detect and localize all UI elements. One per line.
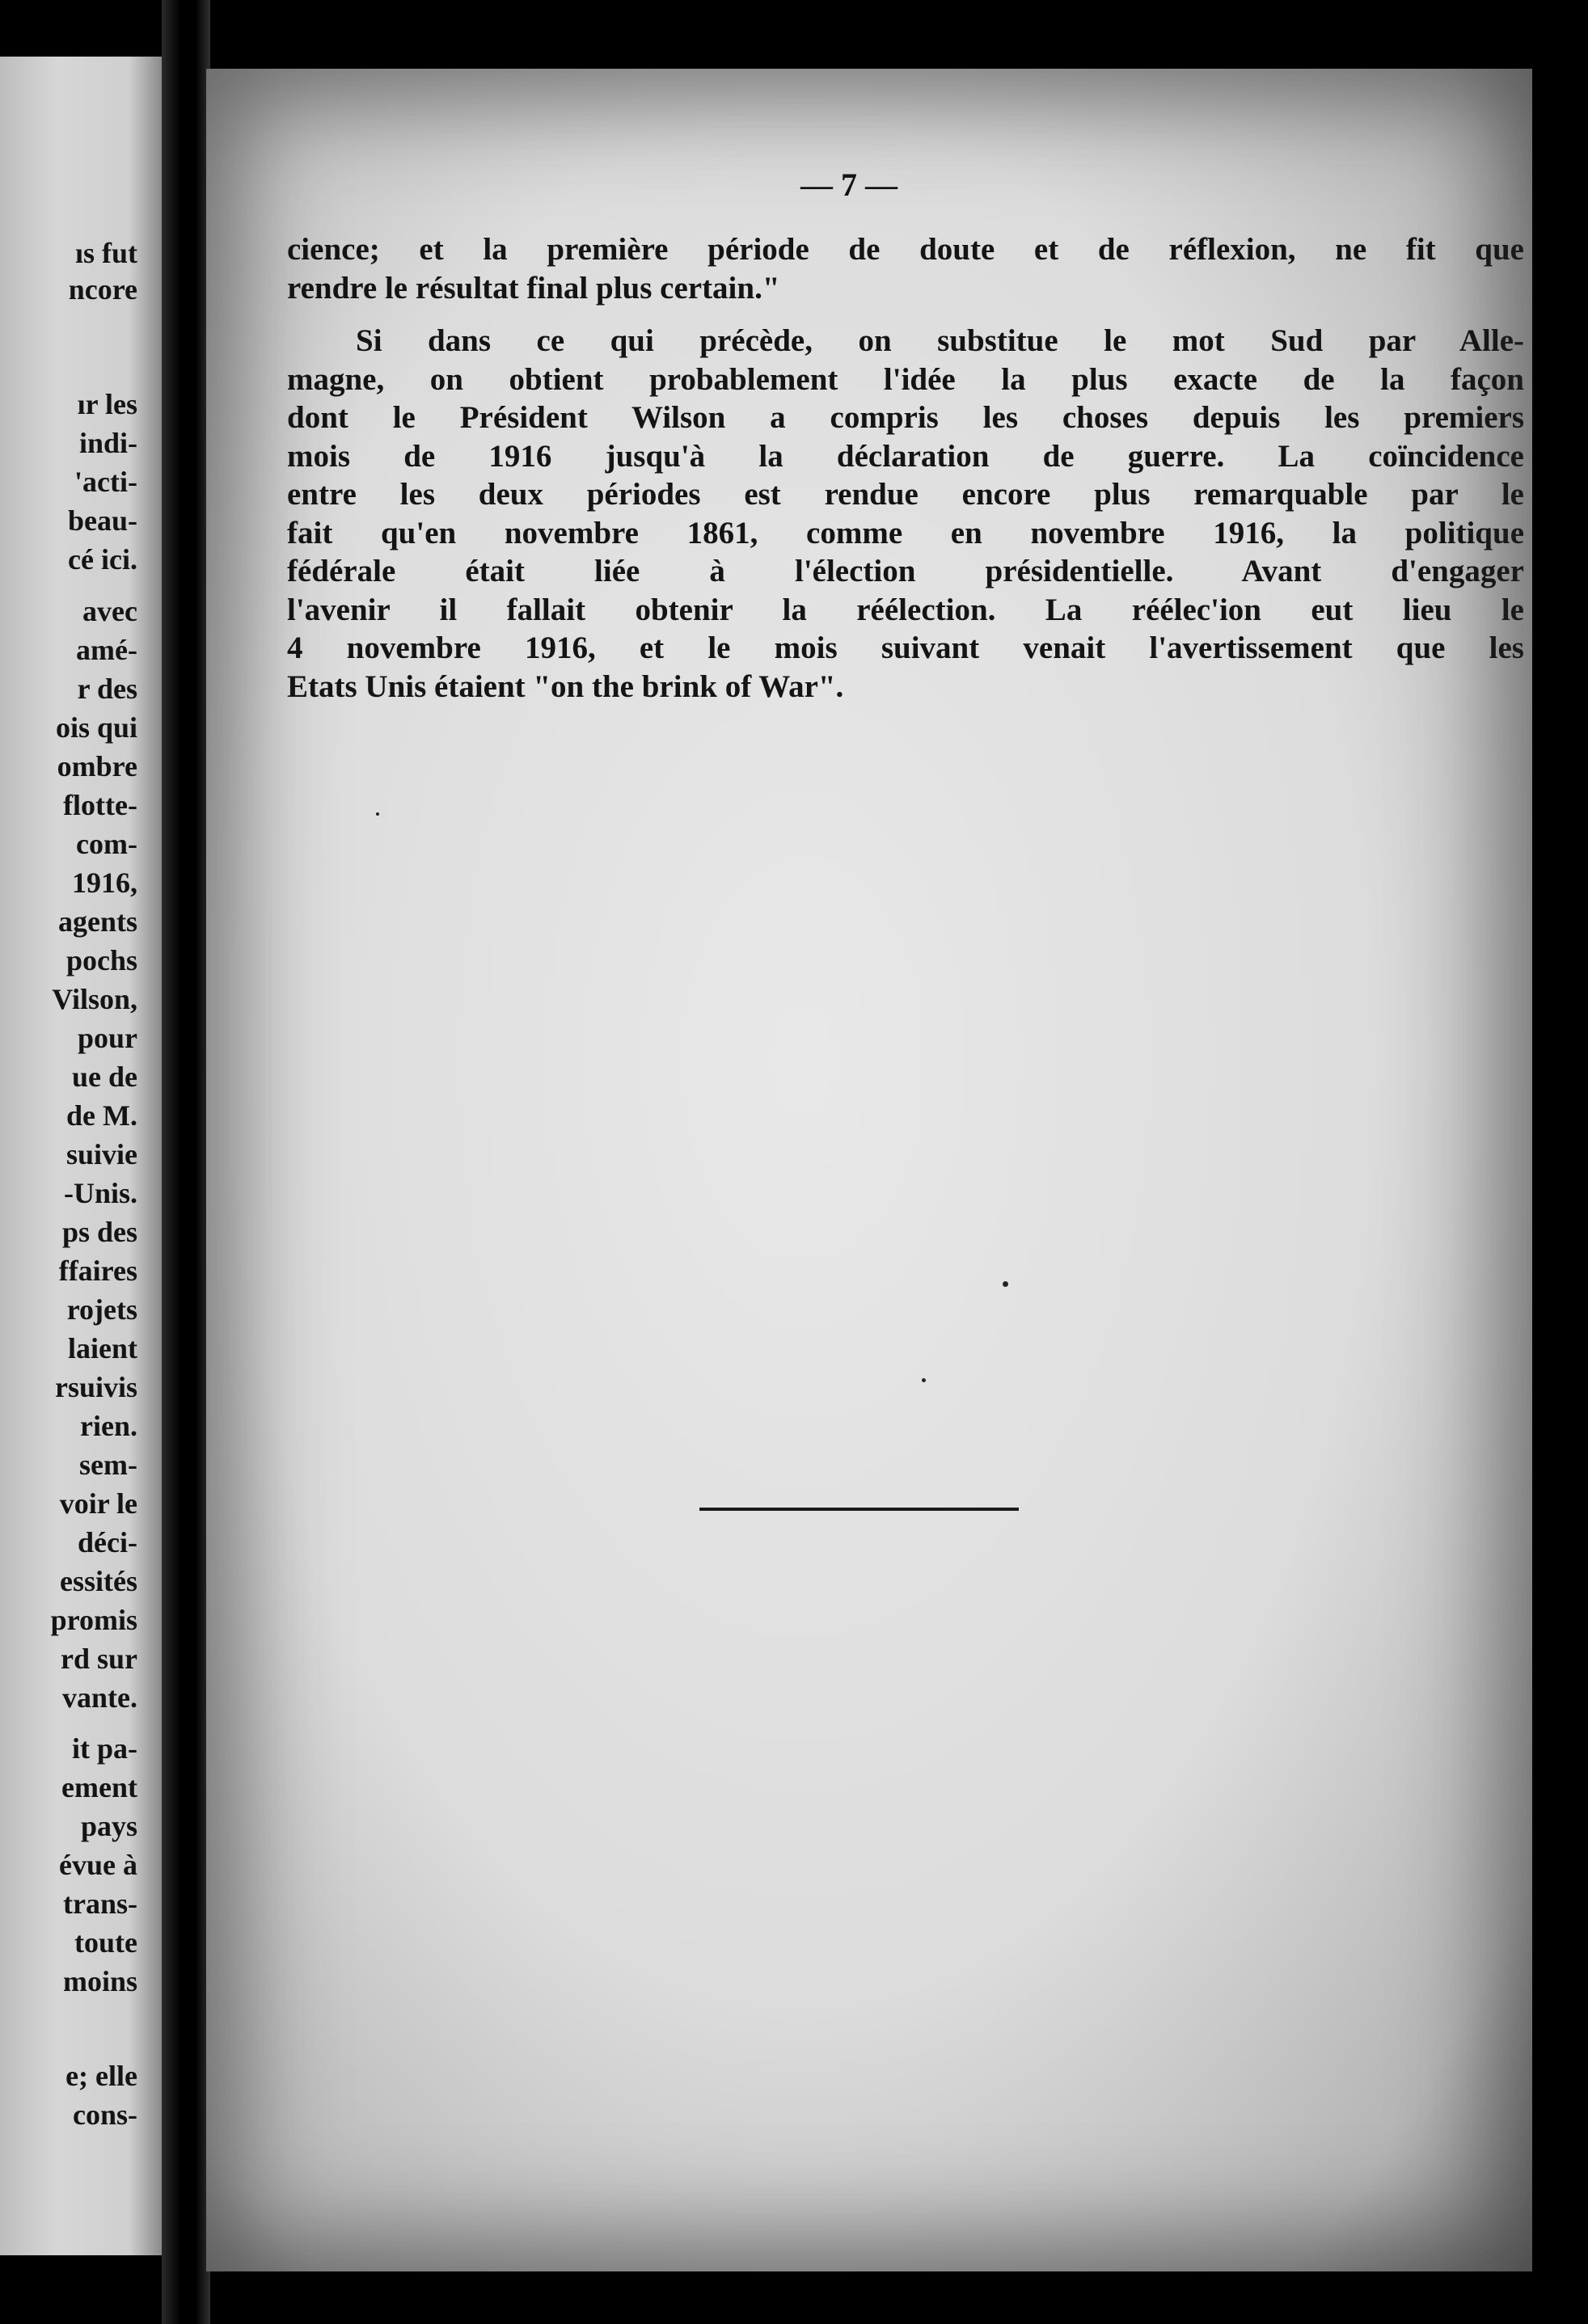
left-text-line: rojets [66, 1293, 137, 1326]
binding-gutter [162, 0, 210, 2324]
left-text-line: ue de [72, 1061, 137, 1093]
left-text-line: moins [62, 1965, 137, 1997]
left-text-line: amé- [76, 634, 137, 666]
left-text-line: 'acti- [74, 466, 137, 498]
previous-page-strip [0, 57, 162, 2255]
text-line: l'avenir il fallait obtenir la réélection. La réélec'ion eut lieu le [287, 592, 1524, 627]
text-line: Etats Unis étaient "on the brink of War". [287, 669, 844, 704]
left-text-line: ombre [57, 750, 137, 782]
left-text-line: toute [74, 1926, 137, 1959]
left-text-line: 1916, [72, 867, 137, 899]
section-end-rule [699, 1508, 1019, 1511]
left-text-line: com- [76, 828, 137, 860]
paragraph-1 [287, 230, 1524, 307]
left-text-line: pour [77, 1022, 137, 1054]
left-text-line: it pa- [72, 1732, 137, 1765]
left-text-line: ois qui [55, 711, 137, 744]
left-text-line: rien. [80, 1410, 137, 1442]
text-line: entre les deux périodes est rendue encore plus remarquable par le [287, 477, 1524, 512]
left-text-line: évue à [59, 1849, 137, 1881]
left-text-line: -Unis. [63, 1177, 137, 1209]
left-text-line: essités [60, 1565, 137, 1597]
page-number: — 7 — [800, 167, 897, 203]
left-text-line: indi- [78, 427, 137, 459]
body-text [287, 230, 1524, 706]
left-text-line: ps des [61, 1216, 137, 1248]
left-text-line: sem- [79, 1449, 137, 1481]
left-text-line: laient [68, 1332, 137, 1364]
text-line: 4 novembre 1916, et le mois suivant venait l'avertissement que les [287, 631, 1524, 665]
left-text-line: promis [50, 1604, 137, 1636]
left-text-line: vante. [62, 1681, 137, 1714]
left-text-line: voir le [59, 1487, 137, 1520]
text-line: fait qu'en novembre 1861, comme en novembre 1916, la politique [287, 515, 1524, 550]
document-page [206, 69, 1532, 2271]
left-text-line: flotte- [63, 789, 137, 821]
left-text-line: pays [80, 1810, 137, 1842]
left-text-line: e; elle [65, 2060, 137, 2092]
paragraph-2 [287, 322, 1524, 706]
left-text-line: cé ici. [68, 543, 137, 576]
text-line: dont le Président Wilson a compris les choses depuis les premiers [287, 400, 1524, 435]
left-text-line: suivie [65, 1138, 137, 1170]
print-speck [1003, 1281, 1008, 1287]
print-speck [922, 1378, 926, 1382]
left-text-line: agents [58, 905, 137, 938]
text-line: cience; et la première période de doute et de réflexion, ne fit que [287, 232, 1524, 267]
print-speck [376, 812, 379, 816]
left-text-line: déci- [78, 1526, 137, 1558]
left-text-line: ncore [68, 273, 137, 306]
left-text-line: rsuivis [54, 1371, 137, 1403]
left-text-line: ıs fut [74, 237, 137, 269]
left-text-line: rd sur [60, 1643, 137, 1675]
left-text-line: ır les [77, 388, 137, 420]
left-text-line: cons- [73, 2098, 137, 2131]
left-text-line: trans- [63, 1887, 137, 1920]
text-line: mois de 1916 jusqu'à la déclaration de guerre. La coïncidence [287, 438, 1524, 474]
left-text-line: pochs [65, 944, 137, 976]
text-line: rendre le résultat final plus certain." [287, 270, 780, 306]
left-text-line: ffaires [58, 1255, 137, 1287]
left-text-line: beau- [67, 504, 137, 537]
left-text-line: ement [61, 1771, 137, 1803]
left-text-line: avec [82, 595, 137, 627]
left-text-line: de M. [66, 1099, 137, 1132]
text-line: fédérale était liée à l'élection présidentielle. Avant d'engager [287, 554, 1524, 588]
text-line: Si dans ce qui précède, on substitue le mot Sud par Alle- [356, 323, 1524, 358]
left-text-line: r des [77, 673, 137, 705]
text-line: magne, on obtient probablement l'idée la plus exacte de la façon [287, 361, 1524, 397]
left-text-line: Vilson, [52, 983, 137, 1015]
